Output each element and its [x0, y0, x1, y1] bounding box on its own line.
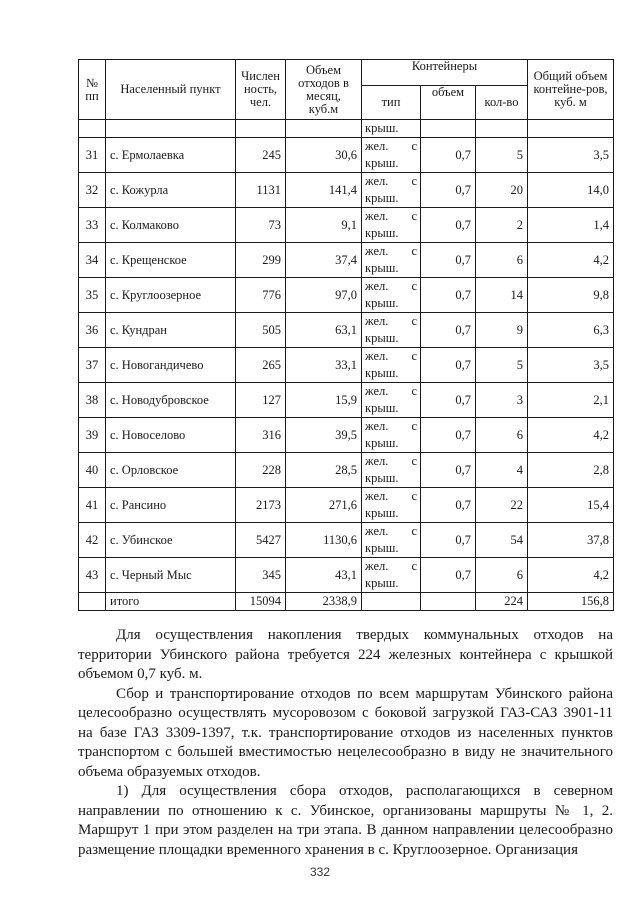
cell-count: 20	[476, 173, 528, 208]
type-word-1: жел.	[365, 279, 389, 293]
cell-settlement: с. Убинское	[106, 523, 236, 558]
cell-num: 36	[79, 313, 106, 348]
cell-container-volume: 2,8	[528, 453, 614, 488]
cell-container-volume: 14,0	[528, 173, 614, 208]
type-word-3: крыш.	[365, 436, 399, 450]
header-volume: Объем отходов в месяц, куб.м	[286, 60, 362, 120]
body-text	[78, 626, 613, 860]
table-row-total	[79, 593, 614, 611]
cell-population: 73	[236, 208, 286, 243]
total-count: 224	[476, 593, 528, 611]
table-row	[79, 138, 614, 173]
table-row	[79, 313, 614, 348]
cell-size: 0,7	[421, 313, 476, 348]
cell-container-volume: 4,2	[528, 418, 614, 453]
cell-settlement: с. Черный Мыс	[106, 558, 236, 593]
cell-size: 0,7	[421, 243, 476, 278]
header-count: кол-во	[476, 86, 528, 120]
cell-volume: 9,1	[286, 208, 362, 243]
type-word-3: крыш.	[365, 541, 399, 555]
cell-size: 0,7	[421, 453, 476, 488]
cell-num: 40	[79, 453, 106, 488]
cell-settlement: с. Ермолаевка	[106, 138, 236, 173]
cell-size: 0,7	[421, 383, 476, 418]
type-word-2: с	[411, 244, 417, 258]
cell-volume: 30,6	[286, 138, 362, 173]
table-row	[79, 488, 614, 523]
cell-container-volume: 9,8	[528, 278, 614, 313]
cell-count: 5	[476, 138, 528, 173]
cell-volume: 37,4	[286, 243, 362, 278]
cell-count: 4	[476, 453, 528, 488]
type-word-2: с	[411, 349, 417, 363]
cell-volume: 15,9	[286, 383, 362, 418]
paragraph: Для осуществления накопления твердых коммунальных отходов на территории Убинского района требуется 224 железных контейнера с крышкой объемом 0,7 куб. м.	[78, 627, 613, 682]
type-word-3: крыш.	[365, 471, 399, 485]
cell-container-volume: 6,3	[528, 313, 614, 348]
table-row	[79, 453, 614, 488]
cell-container-volume: 2,1	[528, 383, 614, 418]
table-row	[79, 173, 614, 208]
cell-size: 0,7	[421, 523, 476, 558]
table-row	[79, 243, 614, 278]
type-word-2: с	[411, 454, 417, 468]
type-word-1: жел.	[365, 209, 389, 223]
cell-type	[362, 348, 421, 383]
cell-container-volume: 3,5	[528, 348, 614, 383]
cell-count: 54	[476, 523, 528, 558]
cell-type	[362, 138, 421, 173]
cell-type	[362, 523, 421, 558]
header-type: тип	[362, 86, 421, 120]
cell-type	[362, 243, 421, 278]
cell-population: 265	[236, 348, 286, 383]
cell-volume: 141,4	[286, 173, 362, 208]
table-row	[79, 208, 614, 243]
cell-volume: 39,5	[286, 418, 362, 453]
type-word-1: жел.	[365, 454, 389, 468]
type-word-1: жел.	[365, 244, 389, 258]
cell-type	[362, 418, 421, 453]
cell-settlement: с. Рансино	[106, 488, 236, 523]
type-word-2: с	[411, 524, 417, 538]
cell-type: крыш.	[362, 120, 421, 138]
type-word-3: крыш.	[365, 401, 399, 415]
page-number: 332	[309, 865, 331, 879]
cell-count: 6	[476, 418, 528, 453]
cell-population: 1131	[236, 173, 286, 208]
header-containers: Контейнеры	[362, 60, 528, 86]
cell-size: 0,7	[421, 558, 476, 593]
cell-settlement: с. Новоселово	[106, 418, 236, 453]
type-word-1: жел.	[365, 419, 389, 433]
type-word-3: крыш.	[365, 506, 399, 520]
cell-count: 5	[476, 348, 528, 383]
cell-volume: 271,6	[286, 488, 362, 523]
cell-count: 2	[476, 208, 528, 243]
type-word-2: с	[411, 139, 417, 153]
cell-size: 0,7	[421, 208, 476, 243]
total-volume: 2338,9	[286, 593, 362, 611]
cell-type	[362, 558, 421, 593]
cell-type	[362, 453, 421, 488]
type-word-2: с	[411, 314, 417, 328]
table-row	[79, 278, 614, 313]
cell-type	[362, 383, 421, 418]
cell-size: 0,7	[421, 278, 476, 313]
cell-volume: 43,1	[286, 558, 362, 593]
cell-num: 35	[79, 278, 106, 313]
cell-count: 14	[476, 278, 528, 313]
total-population: 15094	[236, 593, 286, 611]
type-word-3: крыш.	[365, 331, 399, 345]
type-word-1: жел.	[365, 349, 389, 363]
cell-population: 345	[236, 558, 286, 593]
cell-count: 9	[476, 313, 528, 348]
cell-container-volume: 4,2	[528, 243, 614, 278]
cell-container-volume: 15,4	[528, 488, 614, 523]
table-row	[79, 348, 614, 383]
cell-num: 42	[79, 523, 106, 558]
header-total-volume: Общий объем контейне-ров, куб. м	[528, 60, 614, 120]
type-word-1: жел.	[365, 489, 389, 503]
type-word-2: с	[411, 384, 417, 398]
table-row	[79, 383, 614, 418]
type-word-1: жел.	[365, 139, 389, 153]
cell-num: 38	[79, 383, 106, 418]
cell-population: 2173	[236, 488, 286, 523]
type-word-1: жел.	[365, 174, 389, 188]
cell-settlement: с. Орловское	[106, 453, 236, 488]
cell-num: 41	[79, 488, 106, 523]
type-word-3: крыш.	[365, 366, 399, 380]
table-row	[79, 523, 614, 558]
cell-settlement: с. Кожурла	[106, 173, 236, 208]
cell-count: 3	[476, 383, 528, 418]
cell-volume: 97,0	[286, 278, 362, 313]
type-word-2: с	[411, 419, 417, 433]
cell-type	[362, 173, 421, 208]
cell-size: 0,7	[421, 138, 476, 173]
cell-settlement: с. Колмаково	[106, 208, 236, 243]
waste-containers-table	[78, 59, 614, 611]
cell-type	[362, 313, 421, 348]
cell-num: 33	[79, 208, 106, 243]
cell-settlement: с. Круглоозерное	[106, 278, 236, 313]
type-word-2: с	[411, 279, 417, 293]
header-settlement: Населенный пункт	[106, 60, 236, 120]
cell-settlement: с. Крещенское	[106, 243, 236, 278]
cell-num: 31	[79, 138, 106, 173]
cell-size: 0,7	[421, 488, 476, 523]
type-word-2: с	[411, 174, 417, 188]
type-word-3: крыш.	[365, 226, 399, 240]
type-word-3: крыш.	[365, 191, 399, 205]
cell-population: 776	[236, 278, 286, 313]
cell-container-volume: 1,4	[528, 208, 614, 243]
cell-volume: 33,1	[286, 348, 362, 383]
type-word-1: жел.	[365, 384, 389, 398]
cell-container-volume: 3,5	[528, 138, 614, 173]
cell-population: 5427	[236, 523, 286, 558]
type-word-3: крыш.	[365, 156, 399, 170]
paragraph: 1) Для осуществления сбора отходов, располагающихся в северном направлении по отношению к с. Убинское, организованы маршруты № 1, 2. Маршрут 1 при этом разделен на три этапа. В данном направлении целесообразно размещение площадки временного хранения в с. Круглоозерное. Организация	[78, 783, 613, 858]
cell-population: 245	[236, 138, 286, 173]
cell-type	[362, 208, 421, 243]
cell-count: 22	[476, 488, 528, 523]
type-word-2: с	[411, 559, 417, 573]
cell-population: 505	[236, 313, 286, 348]
cell-count: 6	[476, 243, 528, 278]
cell-size: 0,7	[421, 348, 476, 383]
cell-container-volume: 4,2	[528, 558, 614, 593]
table-row	[79, 418, 614, 453]
type-word-1: жел.	[365, 559, 389, 573]
table-row-continued	[79, 120, 614, 138]
type-word-2: с	[411, 209, 417, 223]
type-word-3: крыш.	[365, 576, 399, 590]
cell-num: 37	[79, 348, 106, 383]
cell-type	[362, 278, 421, 313]
total-label: итого	[106, 593, 236, 611]
cell-population: 316	[236, 418, 286, 453]
cell-settlement: с. Новодубровское	[106, 383, 236, 418]
cell-size: 0,7	[421, 173, 476, 208]
cell-num: 39	[79, 418, 106, 453]
cell-population: 127	[236, 383, 286, 418]
cell-count: 6	[476, 558, 528, 593]
type-word-1: жел.	[365, 524, 389, 538]
type-word-2: с	[411, 489, 417, 503]
type-word-1: жел.	[365, 314, 389, 328]
type-word-3: крыш.	[365, 261, 399, 275]
cell-container-volume: 37,8	[528, 523, 614, 558]
cell-num: 34	[79, 243, 106, 278]
cell-volume: 1130,6	[286, 523, 362, 558]
cell-volume: 28,5	[286, 453, 362, 488]
cell-size: 0,7	[421, 418, 476, 453]
cell-population: 299	[236, 243, 286, 278]
cell-num: 32	[79, 173, 106, 208]
header-size: объем	[421, 86, 476, 120]
cell-settlement: с. Кундран	[106, 313, 236, 348]
cell-volume: 63,1	[286, 313, 362, 348]
type-word-3: крыш.	[365, 296, 399, 310]
cell-population: 228	[236, 453, 286, 488]
header-num: № пп	[79, 60, 106, 120]
cell-type	[362, 488, 421, 523]
paragraph: Сбор и транспортирование отходов по всем маршрутам Убинского района целесообразно осуществлять мусоровозом с боковой загрузкой ГАЗ-САЗ 3901-11 на базе ГАЗ 3309-1397, т.к. транспортирование отходов из населенных пунктов транспортом с большей вместимостью нецелесообразно в виду не значительного объема образуемых отходов.	[78, 685, 613, 780]
table-row	[79, 558, 614, 593]
cell-settlement: с. Новогандичево	[106, 348, 236, 383]
total-container-volume: 156,8	[528, 593, 614, 611]
header-population: Числен ность, чел.	[236, 60, 286, 120]
cell-num: 43	[79, 558, 106, 593]
